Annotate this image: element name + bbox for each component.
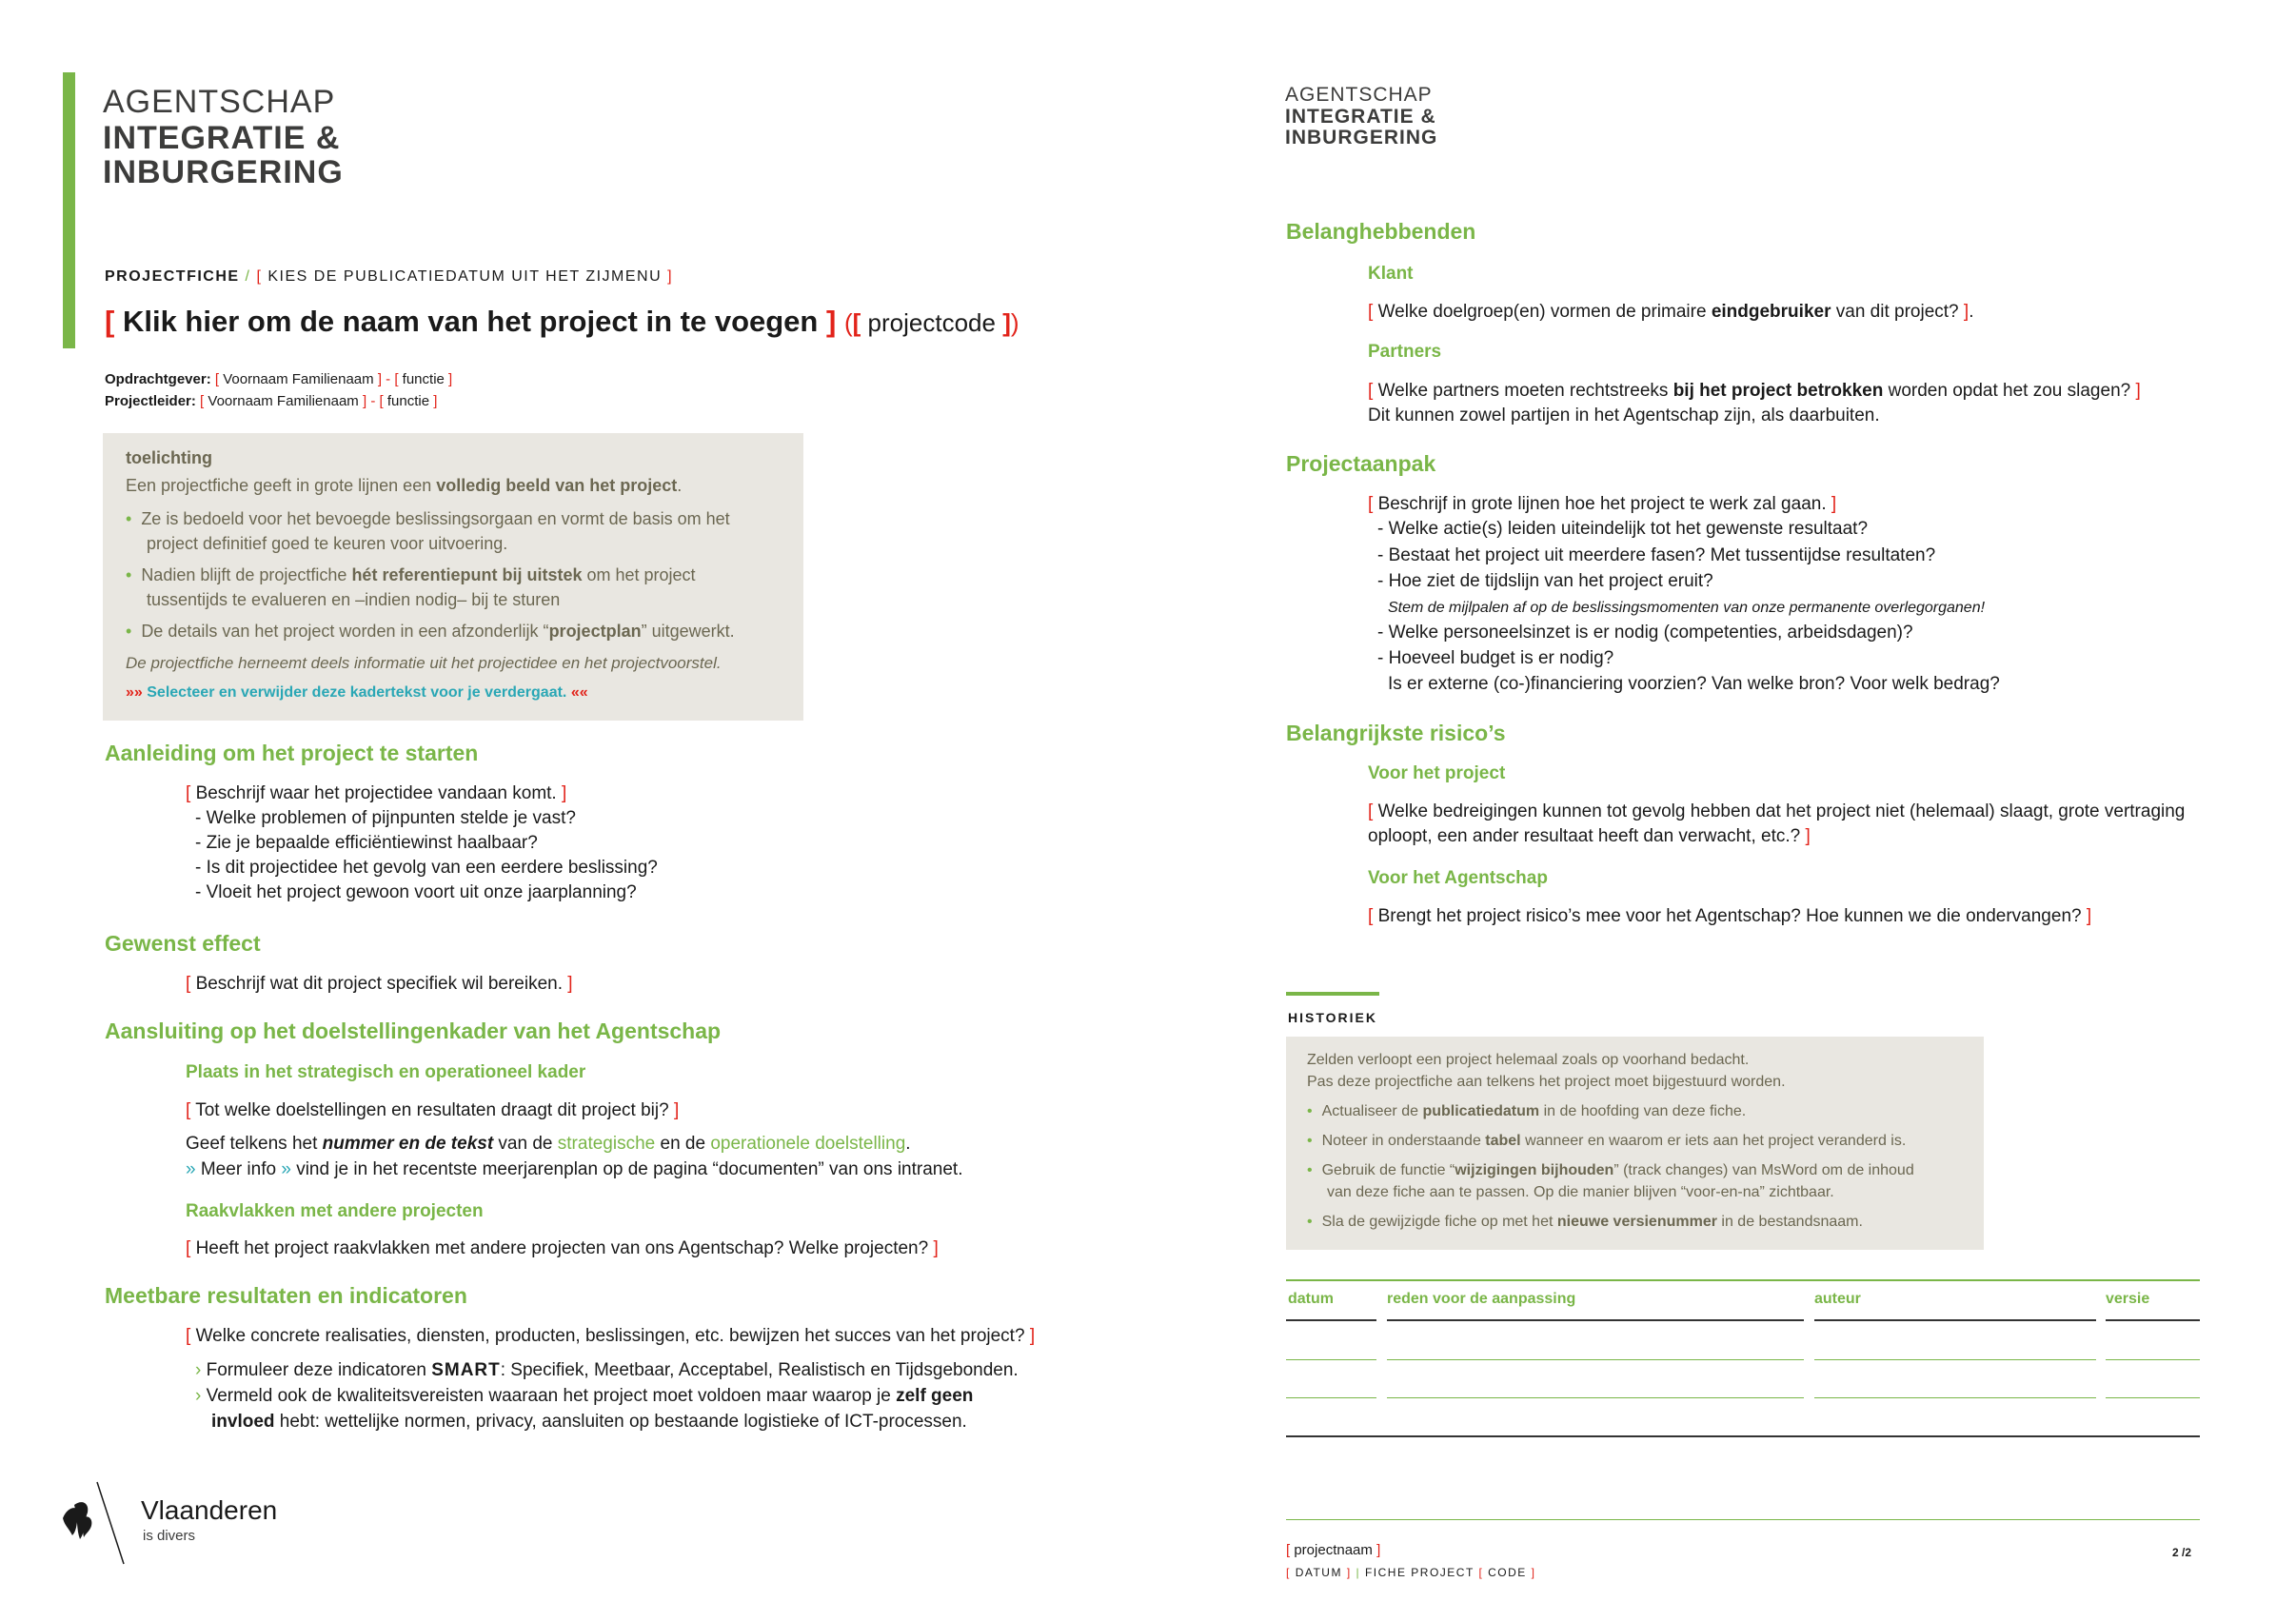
aansluiting-meer-info: » Meer info » vind je in het recentste meerjarenplan op de pagina “documenten” van ons intranet. [186, 1159, 963, 1179]
col-reden: reden voor de aanpassing [1387, 1291, 1576, 1307]
aanpak-heading: Projectaanpak [1286, 451, 1436, 476]
historiek-bullet-1: • Actualiseer de publicatiedatum in de hoofding van deze fiche. [1307, 1103, 1747, 1119]
toelichting-bullet-2-cont: tussentijds te evalueren en –indien nodig– bij te sturen [147, 590, 561, 609]
aanpak-q2: - Bestaat het project uit meerdere fasen? Met tussentijdse resultaten? [1377, 545, 1936, 565]
aanpak-q4: - Welke personeelsinzet is er nodig (competenties, arbeidsdagen)? [1377, 623, 1913, 643]
aanpak-q5-line2: Is er externe (co-)financiering voorzien? Van welke bron? Voor welk bedrag? [1388, 674, 2000, 694]
historiek-box-line2: Pas deze projectfiche aan telkens het project moet bijgestuurd worden. [1307, 1074, 1786, 1090]
footer-projectnaam[interactable]: [ projectnaam ] [1286, 1542, 1381, 1558]
meetbaar-indicator-2: › Vermeld ook de kwaliteitsvereisten waaraan het project moet voldoen maar waarop je zelf geen [195, 1386, 974, 1406]
vlaanderen-tagline: is divers [143, 1528, 196, 1544]
row1-cell-datum[interactable] [1286, 1359, 1376, 1360]
projectfiche-line: PROJECTFICHE / [ KIES DE PUBLICATIEDATUM UIT HET ZIJMENU ] [105, 268, 674, 285]
col-auteur: auteur [1814, 1291, 1861, 1307]
header-rule-auteur [1814, 1319, 2096, 1321]
opdrachtgever-function-field[interactable]: functie [402, 371, 445, 387]
risico-prompt2[interactable]: [ Brengt het project risico’s mee voor het Agentschap? Hoe kunnen we die ondervangen? ] [1368, 906, 2092, 926]
project-title: [ Klik hier om de naam van het project in te voegen ] ([ projectcode ]) [105, 305, 1019, 338]
header-rule-versie [2106, 1319, 2200, 1321]
aanpak-q5: - Hoeveel budget is er nodig? [1377, 648, 1614, 668]
logo-line-3: INBURGERING [103, 154, 344, 190]
row2-cell-reden[interactable] [1387, 1397, 1804, 1398]
opdrachtgever-name-field[interactable]: Voornaam Familienaam [223, 371, 374, 387]
meetbaar-indicator-1: › Formuleer deze indicatoren SMART: Specifiek, Meetbaar, Acceptabel, Realistisch en Tijdsgebonden. [195, 1360, 1019, 1380]
aansluiting-sub1: Plaats in het strategisch en operationeel kader [186, 1062, 586, 1082]
belang-partners-line2: Dit kunnen zowel partijen in het Agentschap zijn, als daarbuiten. [1368, 405, 1880, 425]
vlaanderen-lion-logo [57, 1480, 133, 1566]
toelichting-italic: De projectfiche herneemt deels informatie uit het projectidee en het projectvoorstel. [126, 654, 722, 672]
aansluiting-line: Geef telkens het nummer en de tekst van de strategische en de operationele doelstelling. [186, 1134, 911, 1154]
toelichting-bullet-1-cont: project definitief goed te keuren voor uitvoering. [147, 534, 508, 553]
header-rule-reden [1387, 1319, 1804, 1321]
historiek-accent [1286, 992, 1379, 996]
meer-info-link[interactable]: Meer info [200, 1159, 277, 1179]
slash: / [245, 268, 251, 285]
projectleider-label: Projectleider: [105, 393, 196, 409]
footer-datum[interactable]: DATUM [1295, 1566, 1342, 1579]
meetbaar-prompt[interactable]: [ Welke concrete realisaties, diensten, producten, beslissingen, etc. bewijzen het succes van het project? ] [186, 1326, 1036, 1346]
risico-sub2: Voor het Agentschap [1368, 868, 1548, 888]
aansluiting-heading: Aansluiting op het doelstellingenkader van het Agentschap [105, 1019, 722, 1043]
effect-prompt[interactable]: [ Beschrijf wat dit project specifiek wil bereiken. ] [186, 974, 573, 994]
historiek-box-line1: Zelden verloopt een project helemaal zoals op voorhand bedacht. [1307, 1052, 1750, 1068]
projectleider-name-field[interactable]: Voornaam Familienaam [208, 393, 359, 409]
effect-heading: Gewenst effect [105, 931, 261, 956]
footer-meta: [ DATUM ] | FICHE PROJECT [ CODE ] [1286, 1566, 1536, 1579]
logo-small-line-3: INBURGERING [1285, 127, 1438, 148]
historiek-label: HISTORIEK [1288, 1010, 1377, 1025]
footer-rule [1286, 1519, 2200, 1520]
project-title-field[interactable]: Klik hier om de naam van het project in te voegen [122, 305, 819, 338]
header-rule-datum [1286, 1319, 1376, 1321]
aansluiting-sub2: Raakvlakken met andere projecten [186, 1201, 484, 1221]
aanleiding-q4: - Vloeit het project gewoon voort uit onze jaarplanning? [195, 882, 637, 902]
projectfiche-label: PROJECTFICHE [105, 268, 240, 285]
logo-line-2: INTEGRATIE & [103, 120, 341, 156]
aanleiding-heading: Aanleiding om het project te starten [105, 741, 479, 765]
row2-cell-auteur[interactable] [1814, 1397, 2096, 1398]
vlaanderen-name: Vlaanderen [141, 1495, 278, 1525]
toelichting-bullet-2: • Nadien blijft de projectfiche hét referentiepunt bij uitstek om het project [126, 565, 696, 584]
projectleider-line: Projectleider: [ Voornaam Familienaam ] - [ functie ] [105, 393, 438, 409]
aansluiting-prompt1[interactable]: [ Tot welke doelstellingen en resultaten draagt dit project bij? ] [186, 1100, 680, 1120]
col-datum: datum [1288, 1291, 1334, 1307]
publication-date-field[interactable]: KIES DE PUBLICATIEDATUM UIT HET ZIJMENU [267, 268, 663, 285]
project-code-field[interactable]: projectcode [867, 308, 996, 337]
aanpak-q3: - Hoe ziet de tijdslijn van het project eruit? [1377, 571, 1713, 591]
row2-cell-datum[interactable] [1286, 1397, 1376, 1398]
aanleiding-q3: - Is dit projectidee het gevolg van een eerdere beslissing? [195, 858, 658, 878]
risico-prompt1-cont: oploopt, een ander resultaat heeft dan verwacht, etc.? ] [1368, 826, 1811, 846]
toelichting-bullet-1: • Ze is bedoeld voor het bevoegde beslissingsorgaan en vormt de basis om het [126, 509, 730, 528]
row1-cell-auteur[interactable] [1814, 1359, 2096, 1360]
opdrachtgever-line: Opdrachtgever: [ Voornaam Familienaam ] - [ functie ] [105, 371, 453, 387]
toelichting-select-note[interactable]: »» Selecteer en verwijder deze kadertekst voor je verdergaat. «« [126, 684, 588, 701]
table-bottom-rule [1286, 1435, 2200, 1437]
table-top-rule [1286, 1279, 2200, 1281]
meetbaar-indicator-2-cont: invloed hebt: wettelijke normen, privacy, aansluiten op bestaande logistieke of ICT-processen. [211, 1412, 967, 1432]
toelichting-intro: Een projectfiche geeft in grote lijnen een volledig beeld van het project. [126, 476, 683, 495]
footer-fiche: FICHE PROJECT [1364, 1566, 1475, 1579]
opdrachtgever-label: Opdrachtgever: [105, 371, 211, 387]
row1-cell-versie[interactable] [2106, 1359, 2200, 1360]
aanpak-q3-note: Stem de mijlpalen af op de beslissingsmomenten van onze permanente overlegorganen! [1388, 600, 1986, 616]
meetbaar-heading: Meetbare resultaten en indicatoren [105, 1283, 467, 1308]
aanpak-q1: - Welke actie(s) leiden uiteindelijk tot het gewenste resultaat? [1377, 519, 1869, 539]
aanleiding-prompt[interactable]: [ Beschrijf waar het projectidee vandaan komt. ] [186, 783, 567, 803]
footer-code[interactable]: CODE [1488, 1566, 1527, 1579]
toelichting-title: toelichting [126, 448, 212, 467]
row2-cell-versie[interactable] [2106, 1397, 2200, 1398]
risico-prompt1[interactable]: [ Welke bedreigingen kunnen tot gevolg hebben dat het project niet (helemaal) slaagt, grote vertraging [1368, 801, 2186, 821]
belang-partners-prompt[interactable]: [ Welke partners moeten rechtstreeks bij het project betrokken worden opdat het zou slagen? ] [1368, 381, 2141, 401]
header-accent-bar [63, 72, 75, 348]
historiek-bullet-2: • Noteer in onderstaande tabel wanneer en waarom er iets aan het project veranderd is. [1307, 1133, 1907, 1149]
belang-klant: Klant [1368, 264, 1414, 284]
logo-small-line-2: INTEGRATIE & [1285, 106, 1436, 128]
historiek-bullet-3: • Gebruik de functie “wijzigingen bijhouden” (track changes) van MsWord om de inhoud [1307, 1162, 1914, 1178]
belang-heading: Belanghebbenden [1286, 219, 1476, 244]
row1-cell-reden[interactable] [1387, 1359, 1804, 1360]
col-versie: versie [2106, 1291, 2150, 1307]
logo-small-line-1: AGENTSCHAP [1285, 84, 1433, 106]
risico-heading: Belangrijkste risico’s [1286, 721, 1506, 745]
risico-sub1: Voor het project [1368, 763, 1506, 783]
belang-klant-prompt[interactable]: [ Welke doelgroep(en) vormen de primaire eindgebruiker van dit project? ]. [1368, 302, 1974, 322]
projectleider-function-field[interactable]: functie [386, 393, 430, 409]
aanleiding-q1: - Welke problemen of pijnpunten stelde je vast? [195, 808, 576, 828]
belang-partners: Partners [1368, 342, 1442, 362]
logo-line-1: AGENTSCHAP [103, 84, 336, 120]
historiek-bullet-3-cont: van deze fiche aan te passen. Op die manier blijven “voor-en-na” zichtbaar. [1327, 1184, 1834, 1200]
historiek-bullet-4: • Sla de gewijzigde fiche op met het nieuwe versienummer in de bestandsnaam. [1307, 1214, 1863, 1230]
toelichting-bullet-3: • De details van het project worden in een afzonderlijk “projectplan” uitgewerkt. [126, 622, 735, 641]
page-number: 2 /2 [2172, 1546, 2192, 1559]
aanpak-prompt[interactable]: [ Beschrijf in grote lijnen hoe het project te werk zal gaan. ] [1368, 494, 1837, 514]
aanleiding-q2: - Zie je bepaalde efficiëntiewinst haalbaar? [195, 833, 538, 853]
aansluiting-prompt2[interactable]: [ Heeft het project raakvlakken met andere projecten van ons Agentschap? Welke projecten? ] [186, 1238, 939, 1258]
